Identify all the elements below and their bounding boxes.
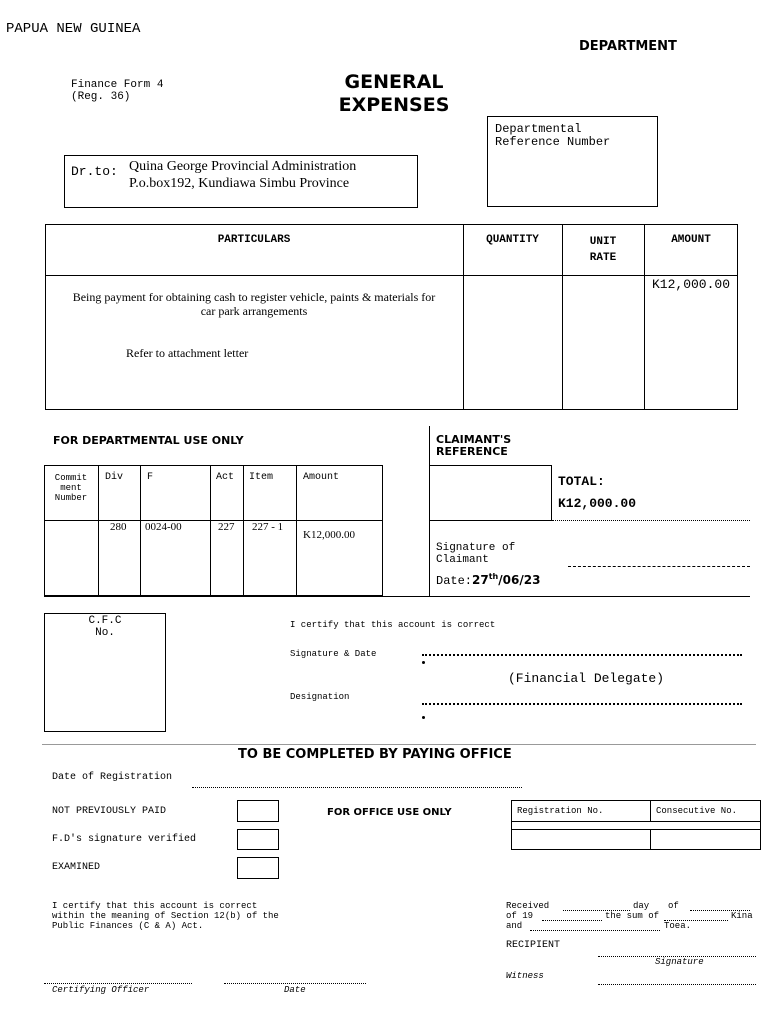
certify-text: I certify that this account is correct (290, 620, 496, 630)
sum-label: the sum of (605, 911, 660, 921)
particulars-description: Being payment for obtaining cash to register vehicle, paints & materials for car park arrangements (72, 290, 436, 318)
toea-label: Toea. (664, 921, 692, 931)
fd-signature-label: F.D's signature verified (52, 834, 197, 845)
received-label: Received (506, 901, 550, 911)
paying-office-divider (42, 744, 756, 745)
consecutive-no-label: Consecutive No. (656, 806, 738, 816)
signature-caption: Signature (655, 957, 704, 967)
commitment-header: Commit ment Number (54, 473, 88, 503)
year-label: of 19 (506, 911, 534, 921)
departmental-reference-label: Departmental Reference Number (495, 122, 611, 149)
quantity-header: QUANTITY (486, 234, 539, 246)
certify-statement: I certify that this account is correct within the meaning of Section 12(b) of the Public Finances (C & A) Act. (52, 901, 279, 931)
amount-value: K12,000.00 (303, 529, 355, 541)
date-caption: Date (284, 985, 306, 995)
designation-line[interactable] (422, 703, 742, 705)
designation-label: Designation (290, 692, 350, 702)
dot (422, 661, 425, 664)
total-value: K12,000.00 (558, 496, 637, 511)
financial-delegate-label: (Financial Delegate) (508, 671, 665, 686)
claimant-date: Date:27th/06/23 (436, 572, 541, 588)
examined-box[interactable] (237, 857, 279, 879)
claimant-reference-box[interactable] (429, 465, 552, 521)
page-title: GENERAL EXPENSES (338, 71, 450, 116)
particulars-note: Refer to attachment letter (126, 346, 249, 360)
signature-date-line[interactable] (422, 654, 742, 656)
amount-header: AMOUNT (671, 234, 711, 246)
day-label: day (633, 901, 650, 911)
paying-office-heading: TO BE COMPLETED BY PAYING OFFICE (238, 747, 512, 762)
debtor-label: Dr.to: (71, 164, 118, 179)
f-value: 0024-00 (145, 521, 182, 533)
examined-label: EXAMINED (52, 862, 101, 873)
year-line[interactable] (542, 920, 602, 921)
div-header: Div (105, 472, 124, 483)
amount-header: Amount (303, 472, 340, 483)
and-label: and (506, 921, 523, 931)
registration-no-label: Registration No. (517, 806, 604, 816)
certifying-officer-caption: Certifying Officer (52, 985, 150, 995)
debtor-address: Quina George Provincial Administration P.o.box192, Kundiawa Simbu Province (129, 159, 357, 191)
recipient-label: RECIPIENT (506, 940, 561, 951)
cfc-box[interactable] (44, 613, 166, 732)
toea-line[interactable] (530, 930, 660, 931)
signature-date-label: Signature & Date (290, 649, 377, 659)
particulars-amount: K12,000.00 (652, 277, 731, 292)
total-line (552, 520, 750, 521)
fd-signature-box[interactable] (237, 829, 279, 850)
date-of-registration-line[interactable] (192, 787, 522, 788)
div-value: 280 (110, 521, 127, 533)
witness-label: Witness (506, 971, 544, 981)
act-value: 227 (218, 521, 235, 533)
cfc-label: C.F.C No. (88, 615, 122, 639)
of-label: of (668, 901, 679, 911)
departmental-use-heading: FOR DEPARTMENTAL USE ONLY (53, 434, 244, 447)
claimant-signature-label: Signature of Claimant (436, 542, 516, 566)
department-label: DEPARTMENT (579, 39, 677, 54)
office-use-label: FOR OFFICE USE ONLY (327, 807, 452, 818)
particulars-header: PARTICULARS (217, 234, 291, 246)
item-header: Item (249, 472, 274, 483)
debtor-box (64, 155, 418, 208)
witness-line[interactable] (598, 984, 756, 985)
act-header: Act (216, 472, 235, 483)
unit-rate-header: UNIT RATE (589, 236, 617, 264)
claimant-reference-label: CLAIMANT'S REFERENCE (436, 433, 512, 458)
date-of-registration-label: Date of Registration (52, 772, 173, 783)
kina-label: Kina (731, 911, 753, 921)
section-divider (44, 596, 750, 597)
f-header: F (147, 472, 154, 483)
claimant-signature-line[interactable] (568, 566, 750, 567)
dot (422, 716, 425, 719)
certifying-officer-line[interactable] (44, 983, 192, 984)
date-line[interactable] (224, 983, 366, 984)
not-previously-paid-box[interactable] (237, 800, 279, 822)
not-previously-paid-label: NOT PREVIOUSLY PAID (52, 806, 167, 817)
country-name: PAPUA NEW GUINEA (6, 21, 141, 37)
item-value: 227 - 1 (252, 521, 284, 533)
form-number: Finance Form 4 (Reg. 36) (71, 79, 164, 103)
departmental-reference-box[interactable] (487, 116, 658, 207)
total-label: TOTAL: (558, 474, 605, 489)
